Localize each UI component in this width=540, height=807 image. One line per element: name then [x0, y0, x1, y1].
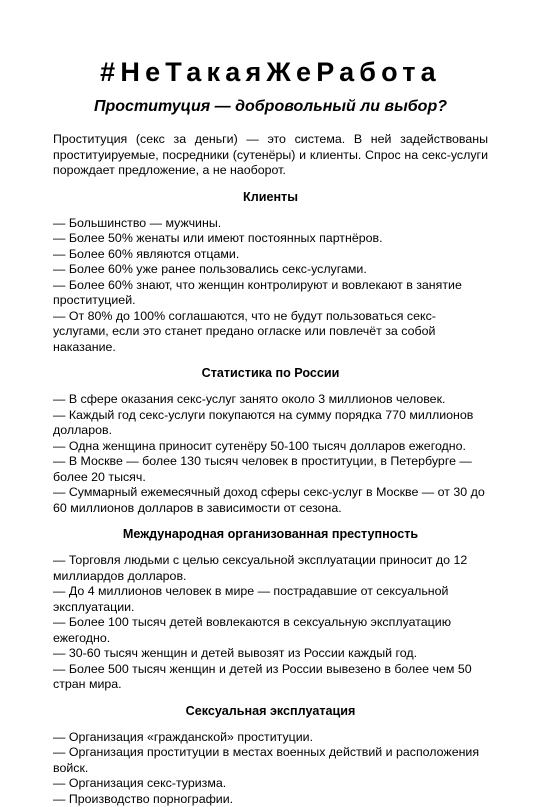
page-subtitle: Проституция — добровольный ли выбор? — [53, 96, 488, 118]
list-item: — Более 60% уже ранее пользовались секс-услугами. — [53, 262, 488, 278]
section-heading-organized-crime: Международная организованная преступность — [53, 526, 488, 542]
list-item: — Более 60% знают, что женщин контролируют и вовлекают в занятие проституцией. — [53, 278, 488, 309]
section-list-sexual-exploitation — [53, 730, 488, 807]
list-item: — В Москве — более 130 тысяч человек в проституции, в Петербурге — более 20 тысяч. — [53, 454, 488, 485]
list-item: — Большинство — мужчины. — [53, 216, 488, 232]
list-item: — Организация секс-туризма. — [53, 776, 488, 792]
list-item: — Суммарный ежемесячный доход сферы секс-услуг в Москве — от 30 до 60 миллионов долларов в зависимости от сезона. — [53, 485, 488, 516]
list-item: — До 4 миллионов человек в мире — пострадавшие от сексуальной эксплуатации. — [53, 584, 488, 615]
list-item: — Организация проституции в местах военных действий и расположения войск. — [53, 745, 488, 776]
list-item: — В сфере оказания секс-услуг занято около 3 миллионов человек. — [53, 392, 488, 408]
list-item: — Более 50% женаты или имеют постоянных партнёров. — [53, 231, 488, 247]
list-item: — Производство порнографии. — [53, 792, 488, 807]
page-title: #НеТакаяЖеРабота — [53, 0, 488, 90]
list-item: — Торговля людьми с целью сексуальной эксплуатации приносит до 12 миллиардов долларов. — [53, 553, 488, 584]
section-list-russia-stats — [53, 392, 488, 516]
list-item: — Каждый год секс-услуги покупаются на сумму порядка 770 миллионов долларов. — [53, 408, 488, 439]
intro-paragraph: Проституция (секс за деньги) — это система. В ней задействованы проституируемые, посредники (сутенёры) и клиенты. Спрос на секс-услуги порождает предложение, а не наоборот. — [53, 132, 488, 179]
section-list-organized-crime — [53, 553, 488, 693]
section-heading-russia-stats: Статистика по России — [53, 365, 488, 381]
list-item: — Одна женщина приносит сутенёру 50-100 тысяч долларов ежегодно. — [53, 439, 488, 455]
list-item: — Более 60% являются отцами. — [53, 247, 488, 263]
list-item: — От 80% до 100% соглашаются, что не будут пользоваться секс-услугами, если это станет предано огласке или повлечёт за собой наказание. — [53, 309, 488, 356]
list-item: — Более 500 тысяч женщин и детей из России вывезено в более чем 50 стран мира. — [53, 662, 488, 693]
list-item: — 30-60 тысяч женщин и детей вывозят из России каждый год. — [53, 646, 488, 662]
list-item: — Более 100 тысяч детей вовлекаются в сексуальную эксплуатацию ежегодно. — [53, 615, 488, 646]
section-list-clients — [53, 216, 488, 356]
section-heading-clients: Клиенты — [53, 189, 488, 205]
section-heading-sexual-exploitation: Сексуальная эксплуатация — [53, 703, 488, 719]
list-item: — Организация «гражданской» проституции. — [53, 730, 488, 746]
